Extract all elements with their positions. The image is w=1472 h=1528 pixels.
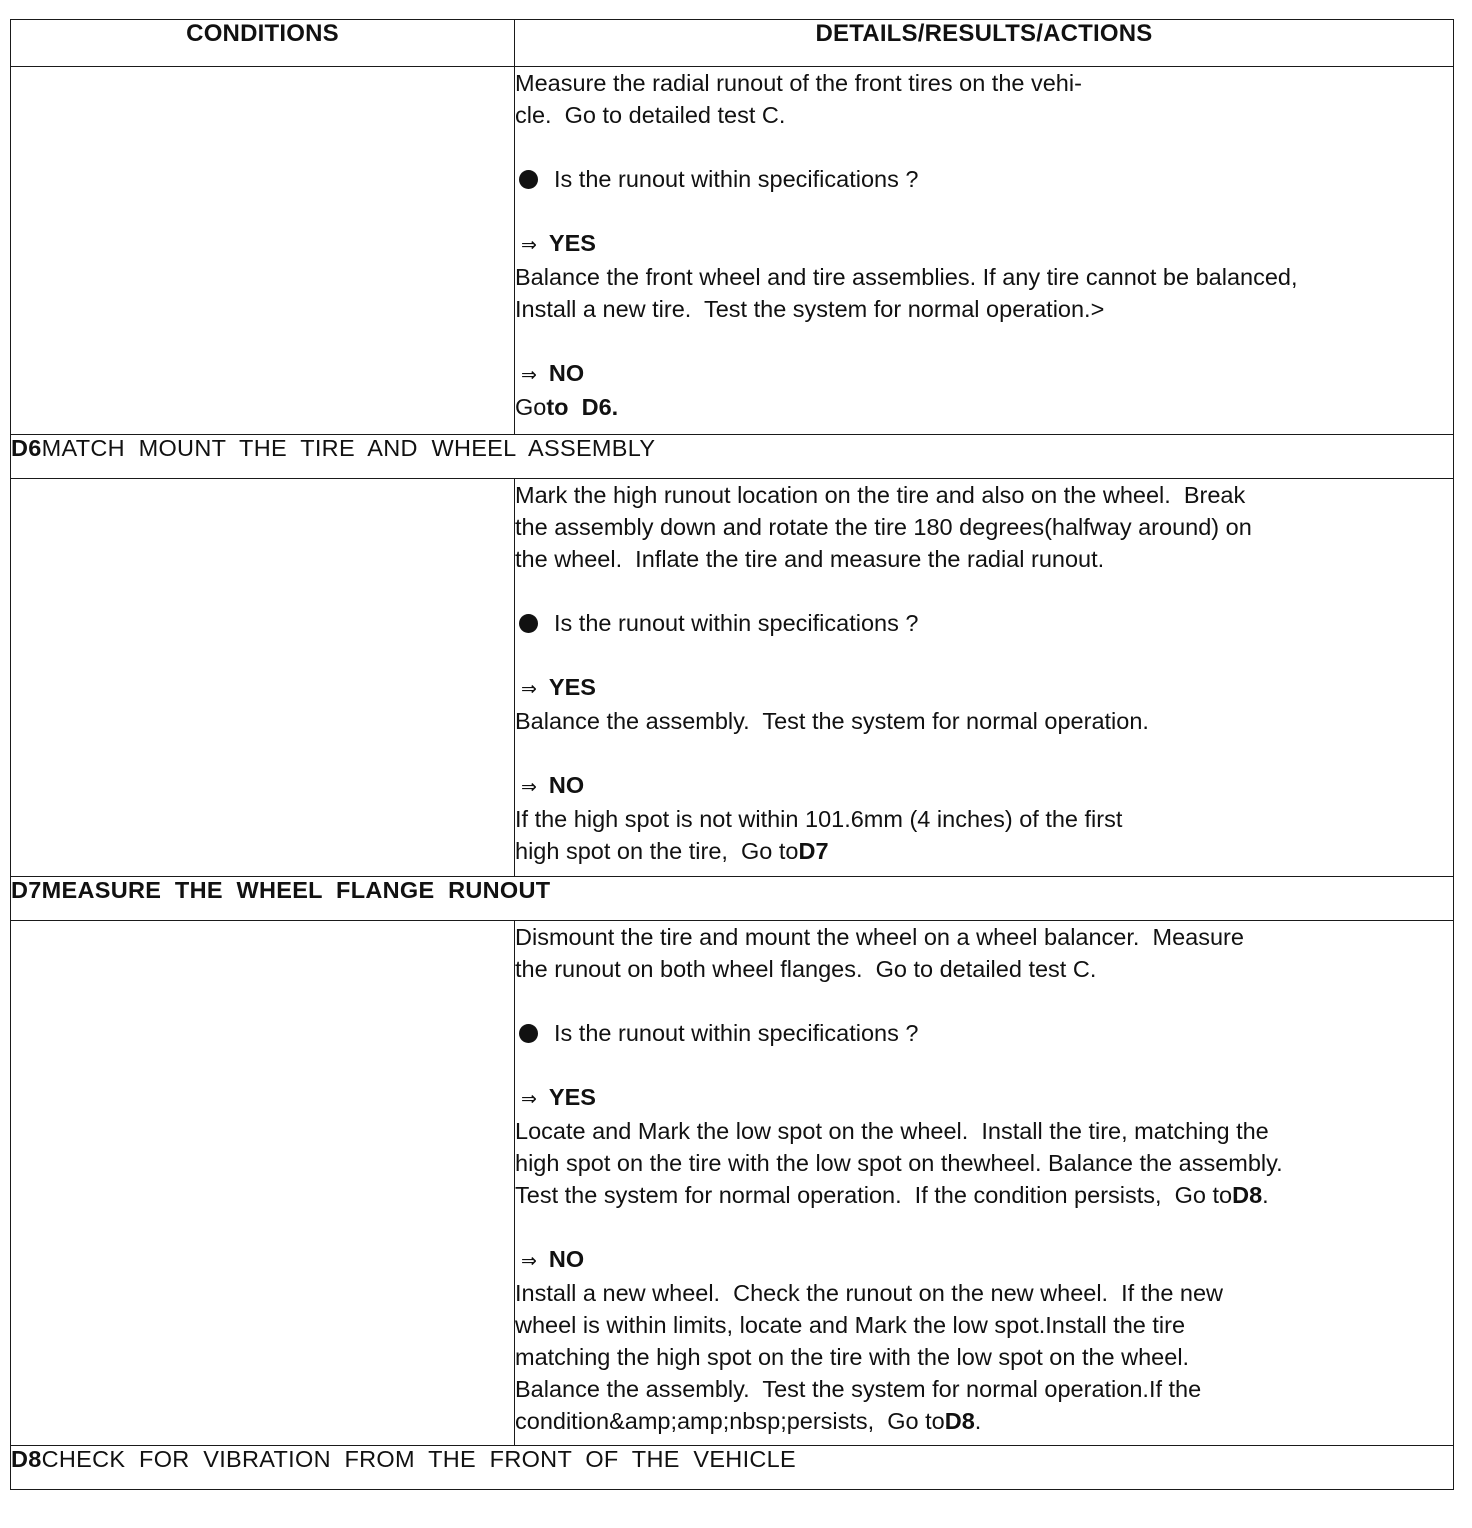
- instruction-line: Mark the high runout location on the tire and also on the wheel. Break: [515, 482, 1246, 508]
- no-label: NO: [548, 360, 585, 386]
- section-title-d8: [11, 1446, 1454, 1490]
- yes-text-bold: D8: [1232, 1182, 1263, 1208]
- no-text: Install a new wheel. Check the runout on the new wheel. If the new: [515, 1280, 1224, 1306]
- conditions-cell: [11, 67, 515, 435]
- section-row-d8: [11, 1446, 1454, 1490]
- arrow-icon: ⇒: [521, 1250, 537, 1272]
- no-text: [515, 391, 1453, 423]
- section-code: D6: [11, 435, 42, 461]
- no-text: matching the high spot on the tire with the low spot on the wheel.: [515, 1344, 1190, 1370]
- question-text: Is the runout within specifications ?: [554, 1020, 919, 1046]
- no-text: If the high spot is not within 101.6mm (4 inches) of the first: [515, 806, 1123, 832]
- no-text: [515, 835, 1453, 867]
- yes-label: YES: [548, 230, 596, 256]
- table-row: [11, 479, 1454, 877]
- instruction-line: Measure the radial runout of the front tires on the vehi-: [515, 70, 1082, 96]
- instruction-line: the wheel. Inflate the tire and measure the radial runout.: [515, 546, 1105, 572]
- yes-heading: [515, 227, 1453, 261]
- arrow-icon: ⇒: [521, 234, 537, 256]
- table-row: [11, 67, 1454, 435]
- details-cell: [515, 921, 1454, 1446]
- yes-text: [515, 1179, 1453, 1211]
- section-row-d6: [11, 435, 1454, 479]
- instruction-line: the assembly down and rotate the tire 180 degrees(halfway around) on: [515, 514, 1252, 540]
- section-code: D8: [11, 1446, 42, 1472]
- section-title-text: CHECK FOR VIBRATION FROM THE FRONT OF THE VEHICLE: [41, 1446, 797, 1472]
- no-text-prefix: condition&amp;amp;nbsp;persists, Go to: [515, 1408, 945, 1434]
- conditions-cell: [11, 921, 515, 1446]
- no-text: [515, 1405, 1453, 1437]
- no-text-prefix: Go: [515, 394, 547, 420]
- question-text: Is the runout within specifications ?: [554, 166, 919, 192]
- bullet-icon: [519, 614, 538, 633]
- arrow-icon: ⇒: [521, 678, 537, 700]
- no-text-bold: D7: [798, 838, 829, 864]
- instruction-line: the runout on both wheel flanges. Go to detailed test C.: [515, 956, 1097, 982]
- question: [515, 607, 1453, 639]
- section-title-d7: D7MEASURE THE WHEEL FLANGE RUNOUT: [11, 877, 1454, 921]
- instruction-line: Dismount the tire and mount the wheel on a wheel balancer. Measure: [515, 924, 1244, 950]
- details-cell: [515, 479, 1454, 877]
- yes-text: Install a new tire. Test the system for normal operation.>: [515, 296, 1105, 322]
- arrow-icon: ⇒: [521, 1088, 537, 1110]
- yes-text: Balance the assembly. Test the system for normal operation.: [515, 708, 1149, 734]
- no-text: wheel is within limits, locate and Mark the low spot.Install the tire: [515, 1312, 1186, 1338]
- yes-text-prefix: Test the system for normal operation. If the condition persists, Go to: [515, 1182, 1233, 1208]
- yes-label: YES: [548, 1084, 596, 1110]
- no-label: NO: [548, 772, 585, 798]
- conditions-header: CONDITIONS: [11, 20, 515, 67]
- no-text-suffix: .: [974, 1408, 982, 1434]
- yes-label: YES: [548, 674, 596, 700]
- arrow-icon: ⇒: [521, 776, 537, 798]
- question: [515, 1017, 1453, 1049]
- section-row-d7: [11, 877, 1454, 921]
- no-heading: [515, 357, 1453, 391]
- yes-heading: [515, 1081, 1453, 1115]
- yes-text: Locate and Mark the low spot on the wheel. Install the tire, matching the: [515, 1118, 1269, 1144]
- no-text-bold: to D6.: [546, 394, 619, 420]
- arrow-icon: ⇒: [521, 364, 537, 386]
- bullet-icon: [519, 170, 538, 189]
- diagnostic-table: [10, 19, 1454, 1490]
- bullet-icon: [519, 1024, 538, 1043]
- yes-text: Balance the front wheel and tire assemblies. If any tire cannot be balanced,: [515, 264, 1298, 290]
- yes-text-suffix: .: [1262, 1182, 1269, 1208]
- no-text: Balance the assembly. Test the system for normal operation.If the: [515, 1376, 1202, 1402]
- no-heading: [515, 769, 1453, 803]
- no-text-bold: D8: [944, 1408, 975, 1434]
- details-cell: [515, 67, 1454, 435]
- section-title-text: MATCH MOUNT THE TIRE AND WHEEL ASSEMBLY: [41, 435, 656, 461]
- instruction-line: cle. Go to detailed test C.: [515, 102, 786, 128]
- conditions-cell: [11, 479, 515, 877]
- no-text-prefix: high spot on the tire, Go to: [515, 838, 799, 864]
- question-text: Is the runout within specifications ?: [554, 610, 919, 636]
- yes-heading: [515, 671, 1453, 705]
- yes-text: high spot on the tire with the low spot on thewheel. Balance the assembly.: [515, 1150, 1283, 1176]
- table-header-row: [11, 20, 1454, 67]
- no-label: NO: [548, 1246, 585, 1272]
- section-title-d6: [11, 435, 1454, 479]
- question: [515, 163, 1453, 195]
- no-heading: [515, 1243, 1453, 1277]
- details-header: DETAILS/RESULTS/ACTIONS: [515, 20, 1454, 67]
- table-row: [11, 921, 1454, 1446]
